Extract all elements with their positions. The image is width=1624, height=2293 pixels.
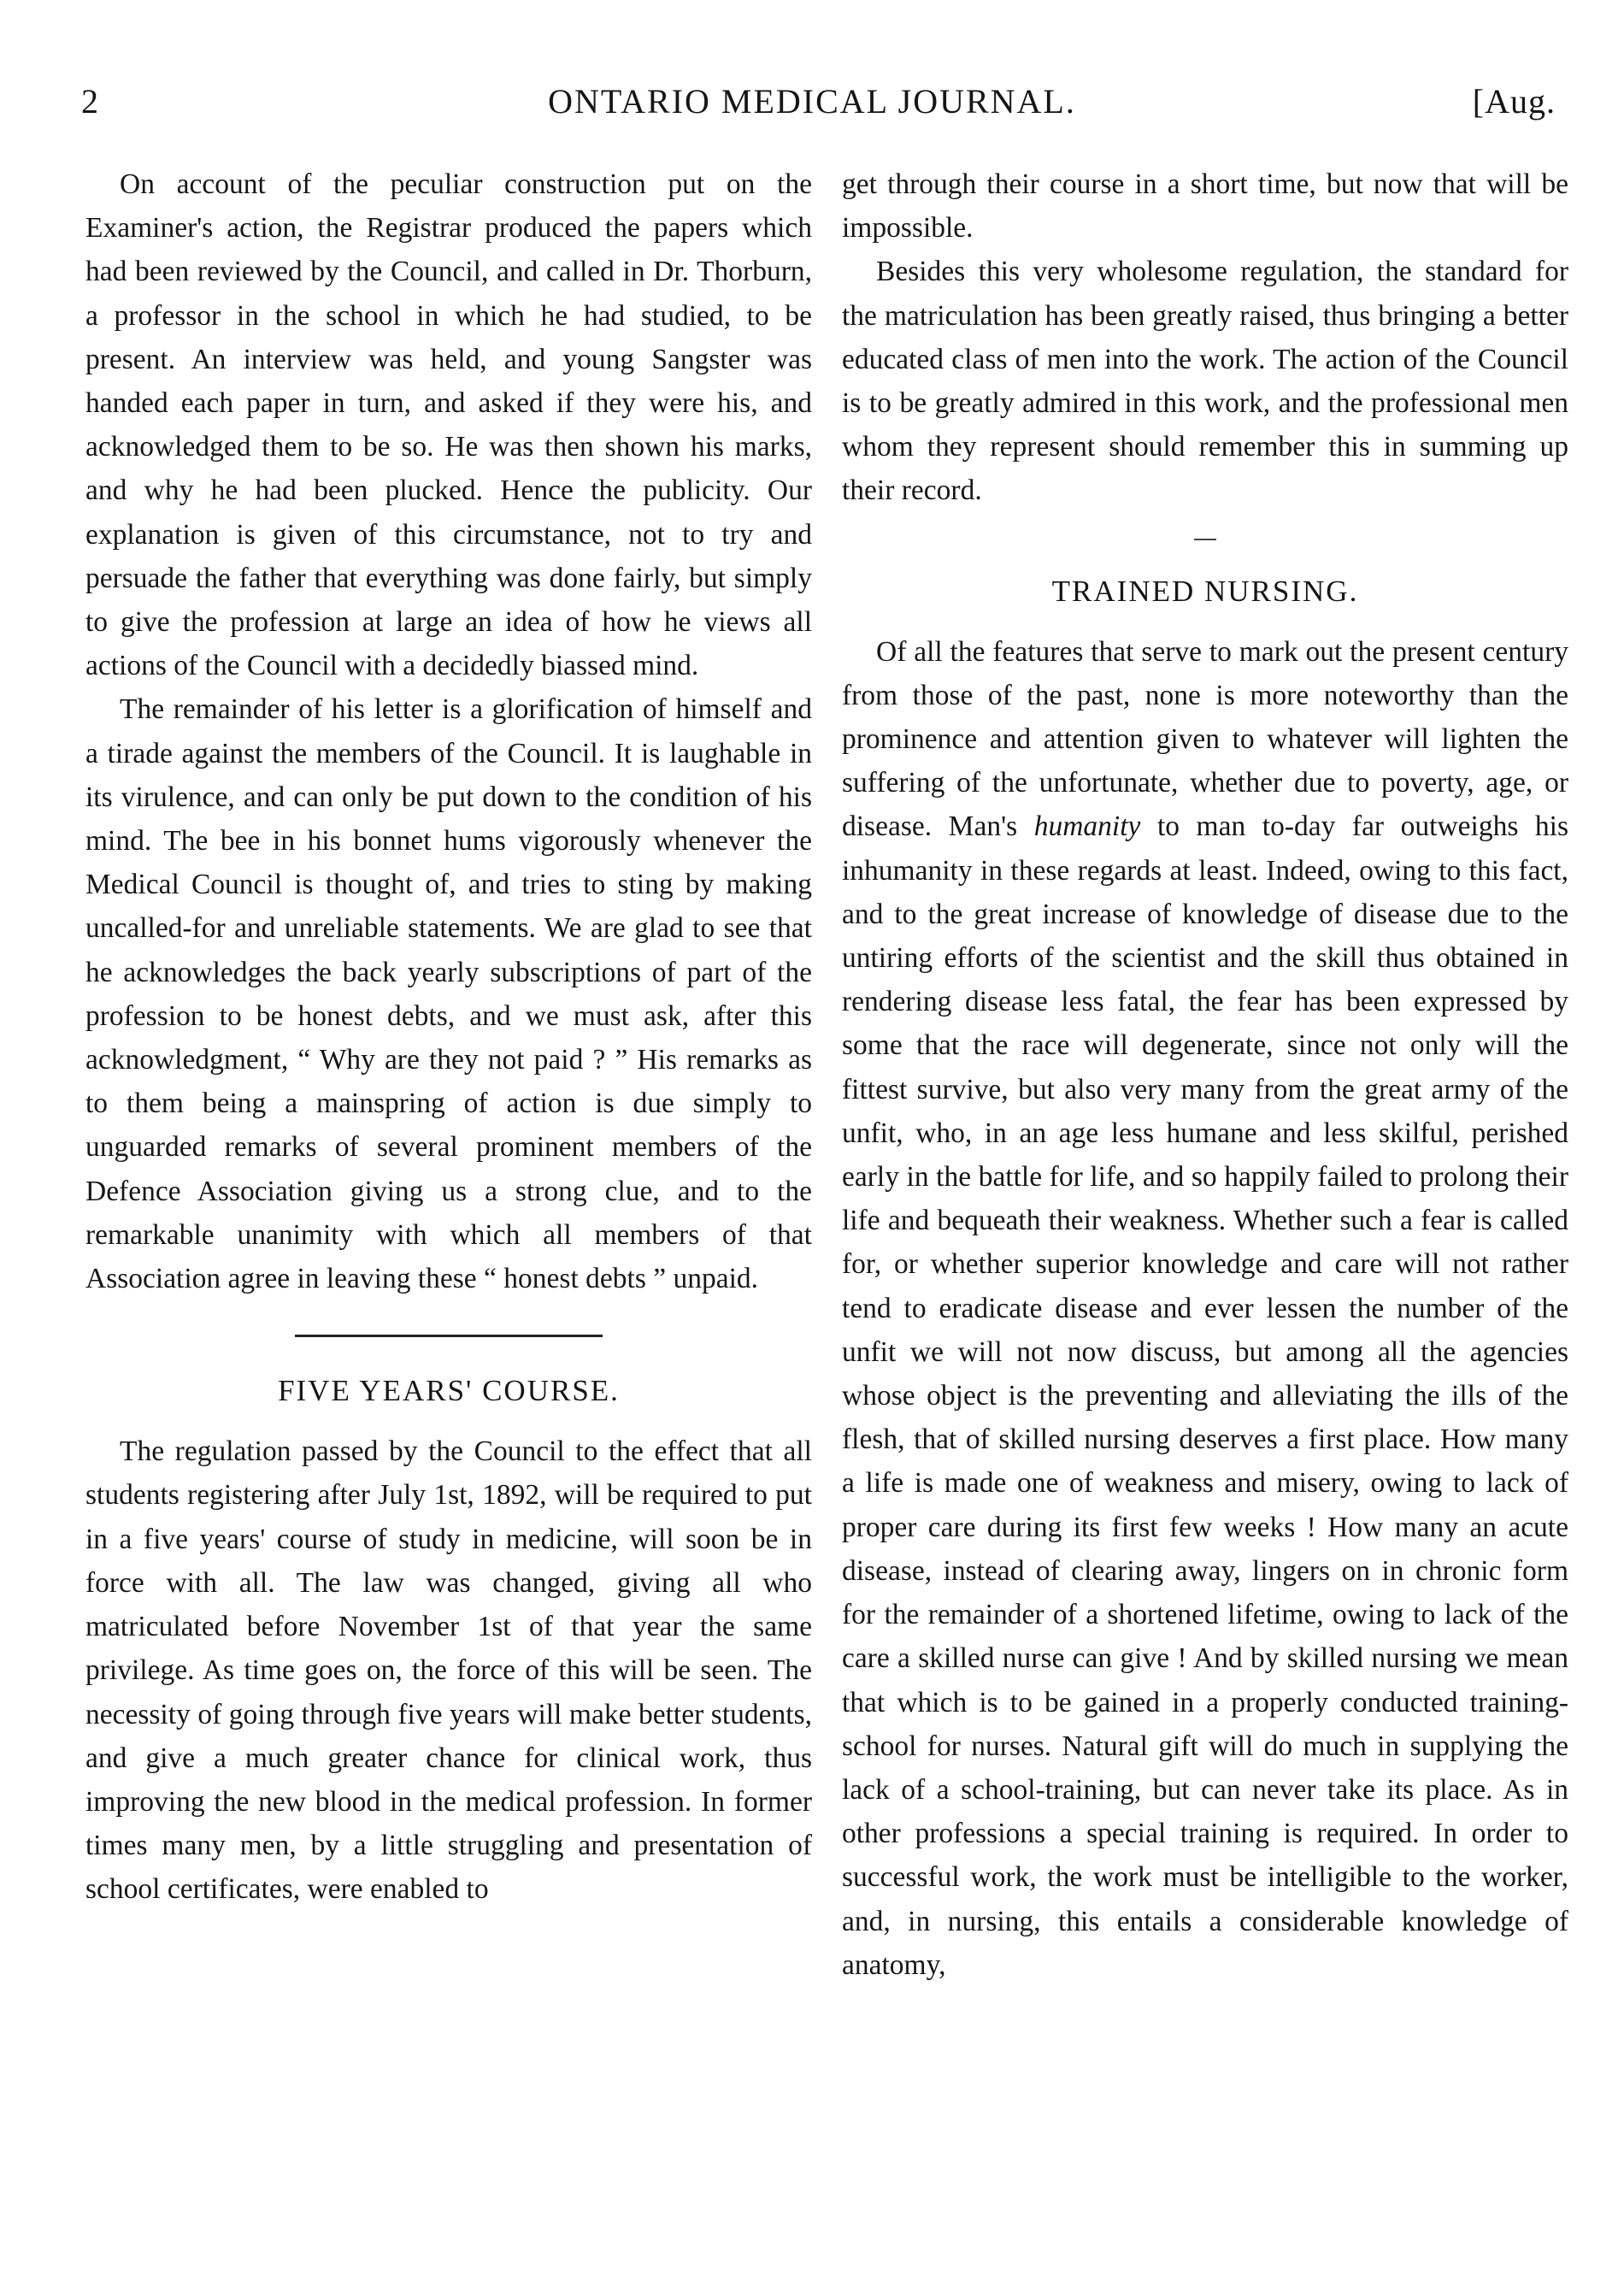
nursing-text-part-1: Of all the features that serve to mark out the present century from those of the past, none is more noteworthy than the prominence and attention given to whatever will lighten the suffering of the unfortunate, whether due to poverty, age, or disease. Man's: [842, 635, 1568, 843]
section-divider-dash: [1194, 539, 1216, 540]
page-number: 2: [81, 82, 98, 121]
left-column: [85, 162, 812, 1912]
right-column: [842, 162, 1568, 1987]
section-title-trained-nursing: TRAINED NURSING.: [1051, 574, 1359, 608]
paragraph-letter-remainder: The remainder of his letter is a glorification of himself and a tirade against the members of the Council. It is laughable in its virulence, and can only be put down to the condition of his mind. The bee in his bonnet hums vigorously whenever the Medical Council is thought of, and tries to sting by making uncalled-for and unreliable statements. We are glad to see that he acknowledges the back yearly subscriptions of part of the profession to be honest debts, and we must ask, after this acknowledgment, “ Why are they not paid ? ” His remarks as to them being a mainspring of action is due simply to unguarded remarks of several prominent members of the Defence Association giving us a strong clue, and to the remarkable unanimity with which all members of that Association agree in leaving these “ honest debts ” unpaid.: [85, 693, 812, 1295]
issue-month: [Aug.: [1472, 82, 1556, 121]
section-divider-rule: [295, 1335, 603, 1337]
paragraph-trained-nursing: [842, 630, 1568, 1987]
running-title: ONTARIO MEDICAL JOURNAL.: [548, 82, 1076, 121]
italic-humanity: humanity: [1033, 811, 1141, 843]
page-header: [0, 81, 1624, 133]
paragraph-matriculation-standard: Besides this very wholesome regulation, the standard for the matriculation has been greatly raised, thus bringing a better educated class of men into the work. The action of the Council is to be greatly admired in this work, and the professional men whom they represent should remember this in summing up their record.: [842, 256, 1568, 507]
paragraph-five-years-regulation: The regulation passed by the Council to the effect that all students registering after July 1st, 1892, will be required to put in a five years' course of study in medicine, will soon be in force with all. The law was changed, giving all who matriculated before November 1st of that year the same privilege. As time goes on, the force of this will be seen. The necessity of going through five years will make better students, and give a much greater chance for clinical work, thus improving the new blood in the medical profession. In former times many men, by a little struggling and presentation of school certificates, were enabled to: [85, 1435, 812, 1906]
section-title-five-years-course: FIVE YEARS' COURSE.: [278, 1374, 620, 1408]
paragraph-examiner-action: On account of the peculiar construction put on the Examiner's action, the Registrar produced the papers which had been reviewed by the Council, and called in Dr. Thorburn, a professor in the school in which he had studied, to be present. An interview was held, and young Sangster was handed each paper in turn, and asked if they were his, and acknowledged them to be so. He was then shown his marks, and why he had been plucked. Hence the publicity. Our explanation is given of this circumstance, not to try and persuade the father that everything was done fairly, but simply to give the profession at large an idea of how he views all actions of the Council with a decidedly biassed mind.: [85, 168, 812, 682]
paragraph-five-years-continued: get through their course in a short time, but now that will be impossible.: [842, 168, 1568, 245]
nursing-text-part-2: to man to-day far outweighs his inhumanity in these regards at least. Indeed, owing to this fact, and to the great increase of knowledge of disease due to the untiring efforts of the scientist and the skill thus obtained in rendering disease less fatal, the fear has been expressed by some that the race will degenerate, since not only will the fittest survive, but also very many from the great army of the unfit, who, in an age less humane and less skilful, perished early in the battle for life, and so happily failed to prolong their life and bequeath their weakness. Whether such a fear is called for, or whether superior knowledge and care will not rather tend to eradicate disease and ever lessen the number of the unfit we will not now discuss, but among all the agencies whose object is the preventing and alleviating the ills of the flesh, that of skilled nursing deserves a first place. How many a life is made one of weakness and misery, owing to lack of proper care during its first few weeks ! How many an acute disease, instead of clearing away, lingers on in chronic form for the remainder of a shortened lifetime, owing to lack of the care a skilled nurse can give ! And by skilled nursing we mean that which is to be gained in a properly conducted training-school for nurses. Natural gift will do much in supplying the lack of a school-training, but can never take its place. As in other professions a special training is required. In order to successful work, the work must be intelligible to the worker, and, in nursing, this entails a considerable knowledge of anatomy,: [842, 811, 1568, 1981]
